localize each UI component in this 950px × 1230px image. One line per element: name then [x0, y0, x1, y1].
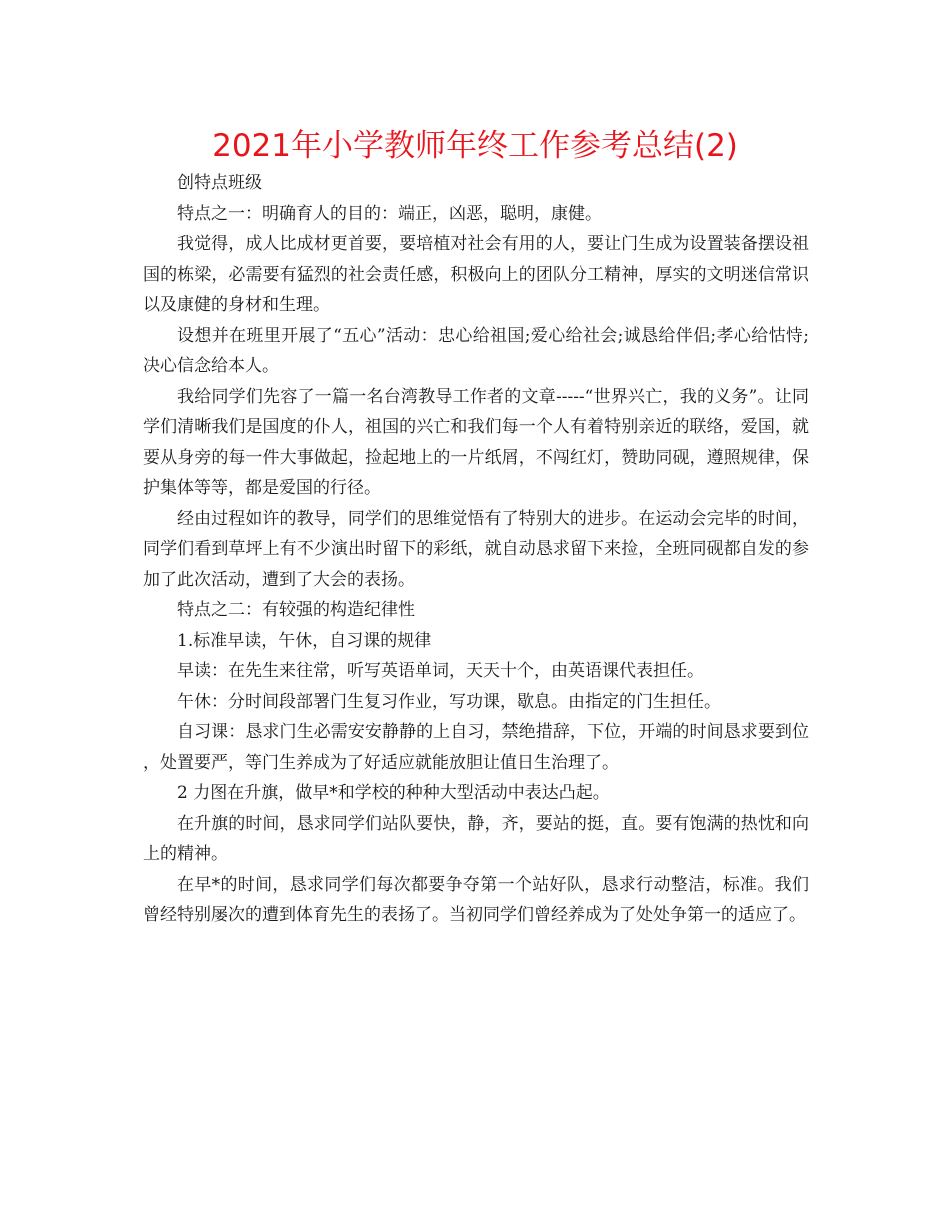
- paragraph: 特点之二：有较强的构造纪律性: [177, 600, 415, 620]
- paragraph: 创特点班级: [177, 173, 262, 193]
- paragraph: 特点之一：明确育人的目的：端正，凶恶，聪明，康健。: [177, 203, 602, 224]
- paragraph: 经由过程如许的教导，同学们的思维觉悟有了特别大的进步。在运动会完毕的时间，同学们看到草坪上有不少演出时留下的彩纸，就自动恳求留下来捡，全班同砚都自发的参加了此次活动，遭到了大会的表扬。: [143, 508, 809, 590]
- paragraph: 在升旗的时间，恳求同学们站队要快，静，齐，要站的挺，直。要有饱满的热忱和向上的精神。: [143, 813, 809, 864]
- paragraph: 在早*的时间，恳求同学们每次都要争夺第一个站好队，恳求行动整洁，标准。我们曾经特别屡次的遭到体育先生的表扬了。当初同学们曾经养成为了处处争第一的适应了。: [143, 874, 809, 925]
- paragraph: 我觉得，成人比成材更首要，要培植对社会有用的人，要让门生成为设置装备摆设祖国的栋梁，必需要有猛烈的社会责任感，积极向上的团队分工精神，厚实的文明迷信常识以及康健的身材和生理。: [143, 234, 809, 315]
- paragraph: 我给同学们先容了一篇一名台湾教导工作者的文章-----“世界兴亡，我的义务”。让同学们清晰我们是国度的仆人，祖国的兴亡和我们每一个人有着特别亲近的联络，爱国，就要从身旁的每一件大事做起，捡起地上的一片纸屑，不闯红灯，赞助同砚，遵照规律，保护集体等等，都是爱国的行径。: [143, 386, 809, 498]
- paragraph: 午休：分时间段部署门生复习作业，写功课，歇息。由指定的门生担任。: [177, 691, 721, 712]
- paragraph: 早读：在先生来往常，听写英语单词，天天十个，由英语课代表担任。: [177, 661, 704, 681]
- paragraph: 设想并在班里开展了“五心”活动：忠心给祖国;爱心给社会;诚恳给伴侣;孝心给怙恃;决心信念给本人。: [143, 325, 809, 376]
- document-title: 2021年小学教师年终工作参考总结(2): [212, 128, 738, 164]
- paragraph: 自习课：恳求门生必需安安静静的上自习，禁绝措辞，下位，开端的时间恳求要到位，处置要严，等门生养成为了好适应就能放胆让值日生治理了。: [143, 722, 809, 773]
- paragraph: 2 力图在升旗，做早*和学校的种种大型活动中表达凸起。: [177, 783, 610, 803]
- document-body: [143, 168, 809, 931]
- paragraph: 1.标准早读，午休，自习课的规律: [177, 630, 432, 651]
